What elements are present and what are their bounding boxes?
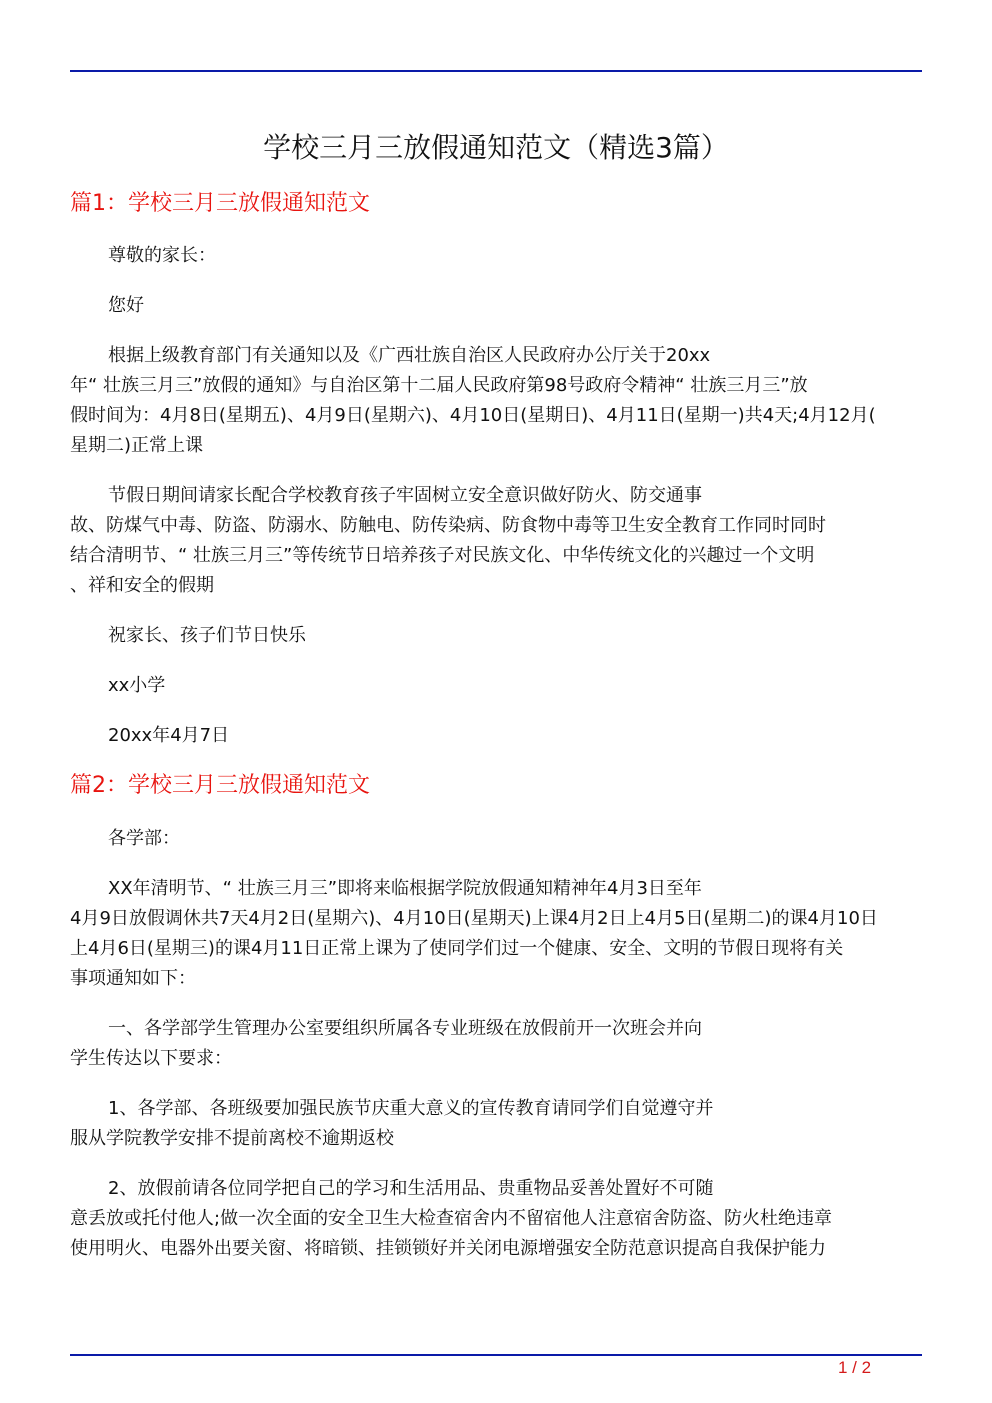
paragraph-line: 1、各学部、各班级要加强民族节庆重大意义的宣传教育请同学们自觉遵守并 <box>108 1098 714 1119</box>
paragraph-line: 服从学院教学安排不提前离校不逾期返校 <box>70 1128 394 1149</box>
paragraph-line: 2、放假前请各位同学把自己的学习和生活用品、贵重物品妥善处置好不可随 <box>108 1178 714 1199</box>
section-heading-2: 篇2：学校三月三放假通知范文 <box>70 773 370 798</box>
paragraph-line: 节假日期间请家长配合学校教育孩子牢固树立安全意识做好防火、防交通事 <box>108 485 702 506</box>
paragraph-line: 事项通知如下： <box>70 968 196 989</box>
header-rule <box>70 70 922 72</box>
paragraph-line: 假时间为：4月8日(星期五)、4月9日(星期六)、4月10日(星期日)、4月11日(星期一)共4天;4月12月( <box>70 405 876 426</box>
footer-rule <box>70 1354 922 1356</box>
paragraph-line: 故、防煤气中毒、防盗、防溺水、防触电、防传染病、防食物中毒等卫生安全教育工作同时同时 <box>70 515 826 536</box>
paragraph-line: 使用明火、电器外出要关窗、将暗锁、挂锁锁好并关闭电源增强安全防范意识提高自我保护能力 <box>70 1238 826 1259</box>
salutation: 各学部： <box>108 828 180 849</box>
greeting: 您好 <box>108 295 144 316</box>
paragraph-line: 结合清明节、“ 壮族三月三”等传统节日培养孩子对民族文化、中华传统文化的兴趣过一个文明 <box>70 545 815 566</box>
paragraph-line: 意丢放或托付他人;做一次全面的安全卫生大检查宿舍内不留宿他人注意宿舍防盗、防火杜绝违章 <box>70 1208 833 1229</box>
paragraph-line: 星期二)正常上课 <box>70 435 204 456</box>
section-heading-1: 篇1：学校三月三放假通知范文 <box>70 191 370 216</box>
date: 20xx年4月7日 <box>108 725 230 746</box>
paragraph-line: XX年清明节、“ 壮族三月三”即将来临根据学院放假通知精神年4月3日至年 <box>108 878 702 899</box>
document-title: 学校三月三放假通知范文（精选3篇） <box>263 131 729 164</box>
paragraph-line: 上4月6日(星期三)的课4月11日正常上课为了使同学们过一个健康、安全、文明的节假日现将有关 <box>70 938 844 959</box>
salutation: 尊敬的家长： <box>108 245 216 266</box>
paragraph-line: 一、各学部学生管理办公室要组织所属各专业班级在放假前开一次班会并向 <box>108 1018 702 1039</box>
paragraph-line: 4月9日放假调休共7天4月2日(星期六)、4月10日(星期天)上课4月2日上4月5日(星期二)的课4月10日 <box>70 908 878 929</box>
paragraph-line: 根据上级教育部门有关通知以及《广西壮族自治区人民政府办公厅关于20xx <box>108 345 711 366</box>
paragraph-line: 学生传达以下要求： <box>70 1048 232 1069</box>
page-number: 1 / 2 <box>838 1358 872 1377</box>
closing-wish: 祝家长、孩子们节日快乐 <box>108 625 306 646</box>
signature: xx小学 <box>108 675 166 696</box>
paragraph-line: 年“ 壮族三月三”放假的通知》与自治区第十二届人民政府第98号政府令精神“ 壮族三月三”放 <box>70 375 808 396</box>
paragraph-line: 、祥和安全的假期 <box>70 575 214 596</box>
